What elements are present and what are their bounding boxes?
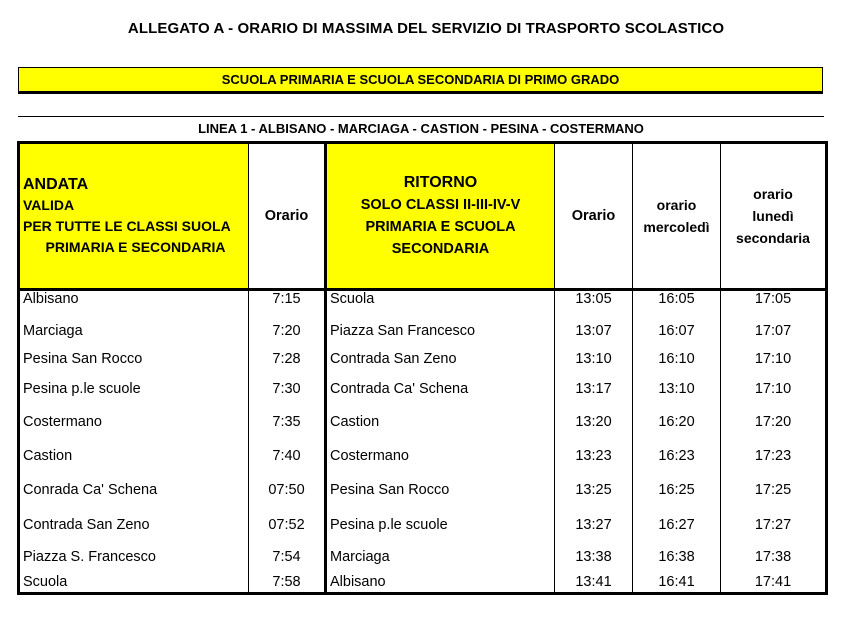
ritorno-stop: Pesina San Rocco: [326, 472, 555, 508]
mercoledi-time: 16:41: [633, 572, 721, 594]
lunedi-time: 17:27: [754, 516, 792, 533]
andata-stop: Costermano: [19, 404, 249, 440]
andata-valida: VALIDA: [23, 197, 75, 213]
andata-stop: Marciaga: [19, 317, 249, 345]
ritorno-stop: Costermano: [326, 440, 555, 472]
ritorno-stop: Contrada San Zeno: [326, 345, 555, 374]
andata-title-line: [23, 174, 248, 216]
mercoledi-header-line-1: orario: [656, 197, 697, 213]
ritorno-time: 13:05: [555, 290, 633, 317]
schedule-header: [19, 143, 827, 290]
line-divider: [18, 116, 824, 117]
ritorno-stop: Scuola: [326, 290, 555, 317]
ritorno-time: 13:07: [555, 317, 633, 345]
ritorno-time: 13:41: [555, 572, 633, 594]
table-row: [19, 572, 827, 594]
ritorno-time: 13:20: [555, 404, 633, 440]
ritorno-stop: Pesina p.le scuole: [326, 508, 555, 542]
table-row: [19, 508, 827, 542]
andata-stop: Piazza S. Francesco: [19, 542, 249, 572]
andata-stop: Conrada Ca' Schena: [19, 472, 249, 508]
lunedi-time: 17:05: [754, 291, 792, 307]
andata-time: 7:54: [249, 542, 326, 572]
andata-time: 07:52: [249, 508, 326, 542]
lunedi-header-line-3: secondaria: [736, 230, 810, 246]
table-row: [19, 374, 827, 404]
document-title: ALLEGATO A - ORARIO DI MASSIMA DEL SERVIZIO DI TRASPORTO SCOLASTICO: [127, 20, 725, 37]
ritorno-stop: Albisano: [326, 572, 555, 594]
ritorno-stop: Piazza San Francesco: [326, 317, 555, 345]
table-row: [19, 404, 827, 440]
lunedi-header: [721, 143, 827, 290]
lunedi-time: 17:25: [754, 481, 792, 498]
schedule-table: [17, 141, 828, 595]
lunedi-header-line-2: lunedì: [752, 208, 794, 224]
mercoledi-time: 16:38: [633, 542, 721, 572]
andata-time: 7:28: [249, 345, 326, 374]
ritorno-time: 13:38: [555, 542, 633, 572]
mercoledi-time: 16:07: [633, 317, 721, 345]
lunedi-time: 17:07: [754, 322, 792, 339]
ritorno-subtitle-3: SECONDARIA: [391, 241, 490, 257]
ritorno-subtitle-2: PRIMARIA E SCUOLA: [365, 219, 516, 235]
schedule-body: [19, 290, 827, 594]
table-row: [19, 440, 827, 472]
lunedi-time: 17:23: [754, 447, 792, 464]
andata-time: 7:15: [249, 290, 326, 317]
ritorno-orario-header: Orario: [555, 143, 633, 290]
andata-subtitle-2: PRIMARIA E SECONDARIA: [45, 239, 226, 255]
table-row: [19, 472, 827, 508]
mercoledi-time: 16:25: [633, 472, 721, 508]
table-row: [19, 290, 827, 317]
line-title: LINEA 1 - ALBISANO - MARCIAGA - CASTION - PESINA - COSTERMANO: [198, 121, 644, 136]
table-row: [19, 542, 827, 572]
andata-stop: Contrada San Zeno: [19, 508, 249, 542]
mercoledi-time: 16:20: [633, 404, 721, 440]
andata-time: 07:50: [249, 472, 326, 508]
mercoledi-time: 13:10: [633, 374, 721, 404]
mercoledi-time: 16:10: [633, 345, 721, 374]
lunedi-time: 17:10: [754, 351, 792, 367]
lunedi-time: 17:38: [754, 548, 792, 565]
andata-time: 7:20: [249, 317, 326, 345]
andata-stop: Castion: [19, 440, 249, 472]
ritorno-time: 13:23: [555, 440, 633, 472]
lunedi-header-line-1: orario: [753, 186, 793, 202]
andata-time: 7:40: [249, 440, 326, 472]
andata-stop: Albisano: [19, 290, 249, 317]
andata-header: [19, 143, 249, 290]
ritorno-stop: Contrada Ca' Schena: [326, 374, 555, 404]
school-level-banner: SCUOLA PRIMARIA E SCUOLA SECONDARIA DI PRIMO GRADO: [18, 67, 823, 94]
ritorno-subtitle-1: SOLO CLASSI II-III-IV-V: [360, 197, 521, 213]
mercoledi-time: 16:27: [633, 508, 721, 542]
mercoledi-header-line-2: mercoledì: [643, 219, 710, 235]
ritorno-time: 13:10: [555, 345, 633, 374]
andata-time: 7:35: [249, 404, 326, 440]
mercoledi-header: [633, 143, 721, 290]
andata-stop: Scuola: [19, 572, 249, 594]
lunedi-time: 17:41: [754, 573, 792, 590]
mercoledi-time: 16:23: [633, 440, 721, 472]
lunedi-time: 17:20: [754, 413, 792, 430]
andata-stop: Pesina San Rocco: [19, 345, 249, 374]
lunedi-time: 17:10: [754, 380, 792, 397]
header-row: [19, 143, 827, 290]
ritorno-stop: Marciaga: [326, 542, 555, 572]
mercoledi-time: 16:05: [633, 290, 721, 317]
ritorno-time: 13:25: [555, 472, 633, 508]
table-row: [19, 345, 827, 374]
andata-subtitle-1: PER TUTTE LE CLASSI SUOLA: [23, 218, 231, 234]
ritorno-stop: Castion: [326, 404, 555, 440]
ritorno-time: 13:17: [555, 374, 633, 404]
andata-stop: Pesina p.le scuole: [19, 374, 249, 404]
andata-time: 7:58: [249, 572, 326, 594]
andata-time: 7:30: [249, 374, 326, 404]
andata-orario-header: Orario: [249, 143, 326, 290]
ritorno-title: RITORNO: [403, 174, 478, 191]
andata-title: ANDATA: [23, 176, 89, 193]
table-row: [19, 317, 827, 345]
ritorno-time: 13:27: [555, 508, 633, 542]
ritorno-header: [326, 143, 555, 290]
